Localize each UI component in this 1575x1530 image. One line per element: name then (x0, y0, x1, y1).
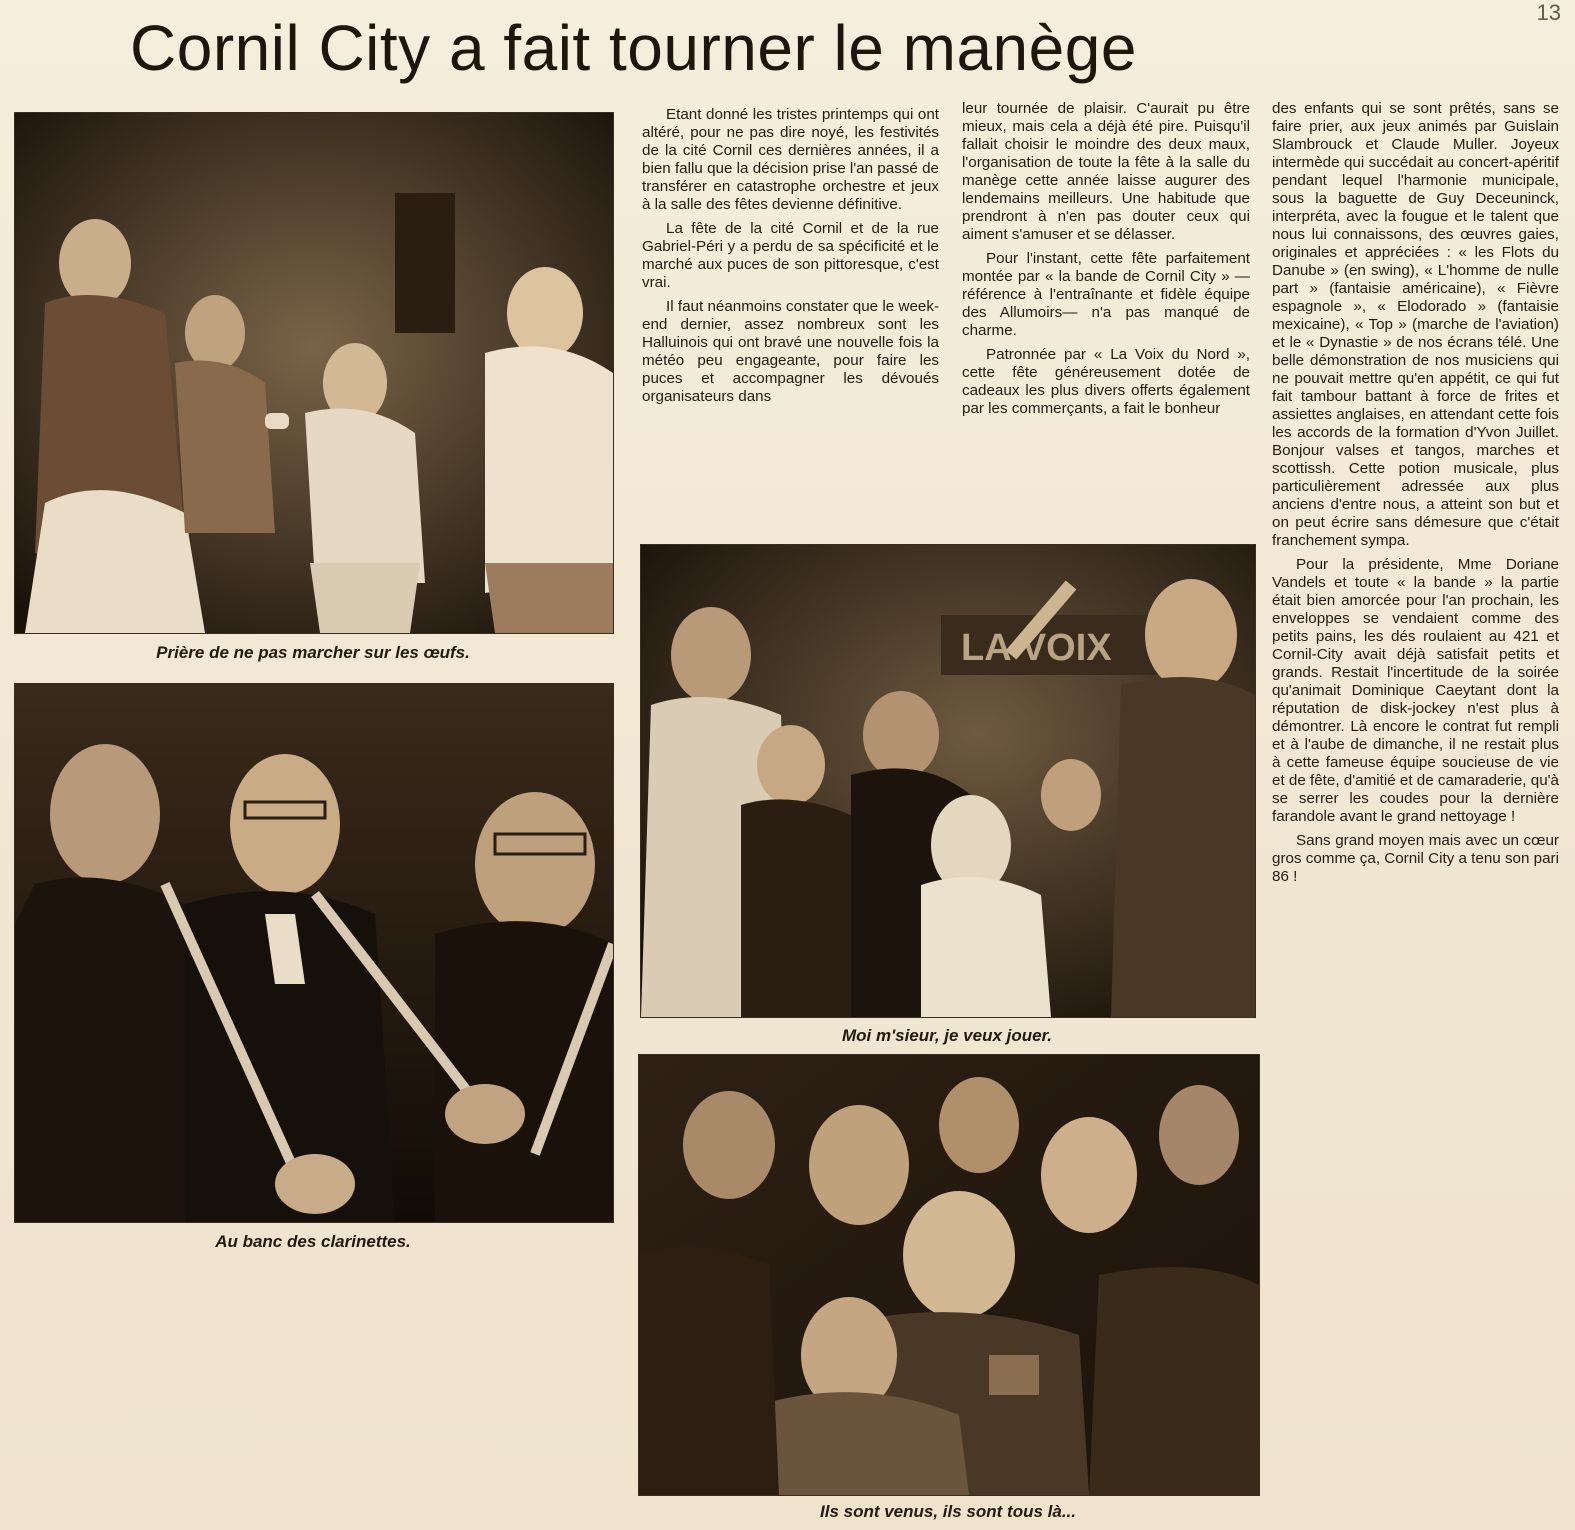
paragraph: leur tournée de plaisir. C'aurait pu être mieux, mais cela a déjà été pire. Puisqu'il fallait choisir le moindre des deux maux, l'organisation de toute la fête à la salle du manège cette année laisse augurer des lendemains meilleurs. Une habitude que prendront à n'en pas douter ceux qui aiment s'amuser et se délasser. (962, 100, 1250, 243)
caption-photo1: Prière de ne pas marcher sur les œufs. (156, 643, 470, 662)
caption-photo4: Ils sont venus, ils sont tous là... (820, 1502, 1076, 1521)
photo-children-dancing (14, 112, 614, 634)
paragraph: Patronnée par « La Voix du Nord », cette fête généreusement dotée de cadeaux les plus divers offerts également par les commerçants, a fait le bonheur (962, 346, 1250, 417)
photo-crowd (638, 1054, 1260, 1496)
photo-clarinet-players-image (15, 684, 613, 1222)
caption-photo3: Moi m'sieur, je veux jouer. (841, 1026, 1052, 1045)
article-column-2 (962, 100, 1250, 424)
article-column-3 (1272, 100, 1559, 892)
paragraph: Sans grand moyen mais avec un cœur gros comme ça, Cornil City a tenu son pari 86 ! (1272, 832, 1559, 885)
page-number-mark: 13 (1536, 0, 1561, 25)
paragraph: Etant donné les tristes printemps qui ont altéré, pour ne pas dire noyé, les festivités de la cité Cornil ces dernières années, il a bien fallu que la décision prise l'an passé de transférer en catastrophe orchestre et jeux à la salle des fêtes devienne définitive. (642, 106, 939, 213)
photo-children-dancing-image (15, 113, 613, 633)
paragraph: La fête de la cité Cornil et de la rue Gabriel-Péri y a perdu de sa spécificité et le marché aux puces de son pittoresque, c'est vrai. (642, 220, 939, 291)
paragraph: Pour l'instant, cette fête parfaitement montée par « la bande de Cornil City » —référence à l'entraînante et fidèle équipe des Allumoirs— n'a pas manqué de charme. (962, 250, 1250, 339)
paragraph: des enfants qui se sont prêtés, sans se faire prier, aux jeux animés par Guislain Slambrouck et Claude Muller. Joyeux intermède qui succédait au concert-apéritif pendant lequel l'harmonie municipale, sous la baguette de Guy Deceuninck, interpréta, avec la fougue et le talent que nous lui connaissons, des œuvres gaies, originales et appréciées : « les Flots du Danube » (en swing), « L'homme de nulle part » (fantaisie américaine), « Fièvre espagnole », « Elodorado » (fantaisie mexicaine), « Top » (marche de l'aviation) et le « Dynastie » de nos écrans télé. Une belle démonstration de nos musiciens qui ne pouvait mettre qu'en appétit, ce qui fut fait tambour battant à force de frites et assiettes anglaises, en attendant cette fois les accords de la formation d'Yvon Juillet. Bonjour valses et tangos, marches et scottissh. Cette potion musicale, plus particulièrement adressée aux plus anciens d'entre nous, a atteint son but et on peut écrire sans démesure que c'était franchement sympa. (1272, 100, 1559, 549)
photo3-banner: LA VOIX (961, 627, 1112, 669)
article-column-1 (642, 106, 939, 412)
photo-crowd-image (639, 1055, 1259, 1495)
paragraph: Il faut néanmoins constater que le week-end dernier, assez nombreux sont les Halluinois qui ont bravé une nouvelle fois la météo peu engageante, pour faire les puces et accompagner les dévoués organisateurs dans (642, 298, 939, 405)
headline: Cornil City a fait tourner le manège (130, 12, 1137, 84)
photo-children-microphone (640, 544, 1256, 1018)
caption-photo2: Au banc des clarinettes. (215, 1232, 411, 1251)
photo-clarinet-players (14, 683, 614, 1223)
photo-children-microphone-image (641, 545, 1255, 1017)
paragraph: Pour la présidente, Mme Doriane Vandels et toute « la bande » la partie était bien amorcée pour l'an prochain, les enveloppes se vendaient comme des petits pains, les dés roulaient au 421 et Cornil-City avait déjà satisfait petits et grands. Restait l'incertitude de la soirée qu'animait Dominique Caeytant dont la réputation de disk-jockey n'est plus à démontrer. Là encore le contrat fut rempli et à l'aube de dimanche, il ne restait plus à cette fameuse équipe soucieuse de vie et de fête, d'amitié et de camaraderie, qu'à se serrer les coudes pour la dernière farandole avant le grand nettoyage ! (1272, 556, 1559, 825)
